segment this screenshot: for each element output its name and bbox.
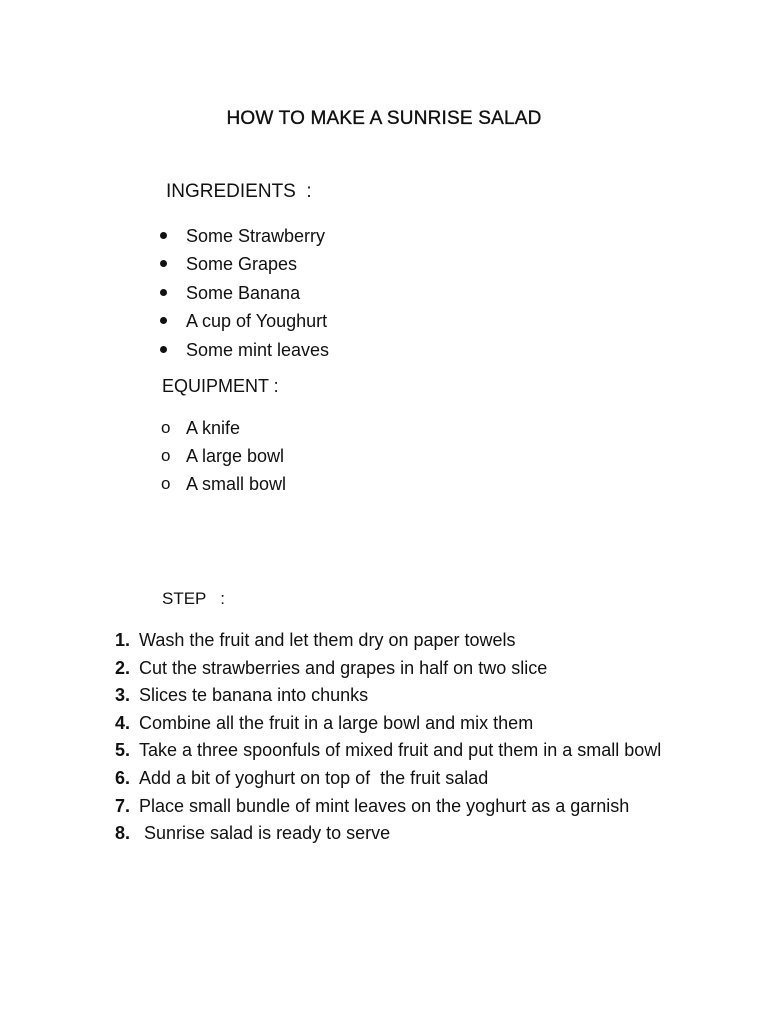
ingredient-label: Some Strawberry: [186, 226, 326, 246]
equipment-label: A small bowl: [186, 473, 287, 494]
steps-list: [112, 627, 672, 848]
bullet-icon: [160, 289, 167, 296]
step-text: Take a three spoonfuls of mixed fruit and put them in a small bowl: [139, 740, 662, 761]
step-item: [112, 682, 672, 710]
ingredient-label: Some mint leaves: [186, 339, 330, 360]
document-title: HOW TO MAKE A SUNRISE SALAD: [226, 108, 542, 129]
step-item: [112, 765, 672, 793]
list-item: [160, 280, 329, 308]
step-number: 6.: [115, 767, 131, 788]
step-text: Sunrise salad is ready to serve: [139, 823, 391, 844]
step-text: Slices te banana into chunks: [139, 685, 369, 706]
ingredients-list: [160, 223, 329, 365]
list-item: [160, 308, 329, 336]
step-number: 8.: [115, 823, 131, 844]
step-text: Add a bit of yoghurt on top of the fruit salad: [139, 767, 489, 788]
list-item: [160, 443, 286, 471]
step-number: 3.: [115, 685, 131, 706]
step-number: 1.: [115, 630, 131, 650]
list-item: [160, 471, 286, 499]
step-item: [112, 627, 672, 655]
equipment-heading: EQUIPMENT :: [162, 376, 279, 396]
list-item: [160, 251, 329, 279]
steps-heading: STEP :: [162, 589, 225, 608]
list-item: [160, 337, 329, 365]
ingredient-label: Some Grapes: [186, 254, 298, 275]
step-text: Combine all the fruit in a large bowl and mix them: [139, 712, 534, 733]
circle-bullet-icon: o: [161, 445, 171, 465]
step-text: Place small bundle of mint leaves on the yoghurt as a garnish: [139, 795, 630, 816]
step-text: Wash the fruit and let them dry on paper towels: [139, 630, 516, 650]
ingredient-label: A cup of Youghurt: [186, 311, 328, 332]
step-number: 5.: [115, 740, 131, 761]
step-item: [112, 820, 672, 848]
step-item: [112, 710, 672, 738]
bullet-icon: [160, 232, 167, 239]
step-text: Cut the strawberries and grapes in half on two slice: [139, 657, 548, 678]
equipment-label: A large bowl: [186, 445, 285, 466]
ingredient-label: Some Banana: [186, 282, 301, 303]
bullet-icon: [160, 260, 167, 267]
bullet-icon: [160, 317, 167, 324]
step-number: 7.: [115, 795, 131, 816]
step-number: 2.: [115, 657, 131, 678]
circle-bullet-icon: o: [161, 473, 171, 493]
step-number: 4.: [115, 712, 131, 733]
ingredients-heading: INGREDIENTS :: [166, 181, 312, 202]
list-item: [160, 415, 286, 443]
equipment-label: A knife: [186, 418, 241, 438]
list-item: [160, 223, 329, 251]
equipment-list: [160, 415, 286, 498]
step-item: [112, 655, 672, 683]
step-item: [112, 793, 672, 821]
circle-bullet-icon: o: [161, 418, 171, 437]
step-item: [112, 737, 672, 765]
bullet-icon: [160, 346, 167, 353]
